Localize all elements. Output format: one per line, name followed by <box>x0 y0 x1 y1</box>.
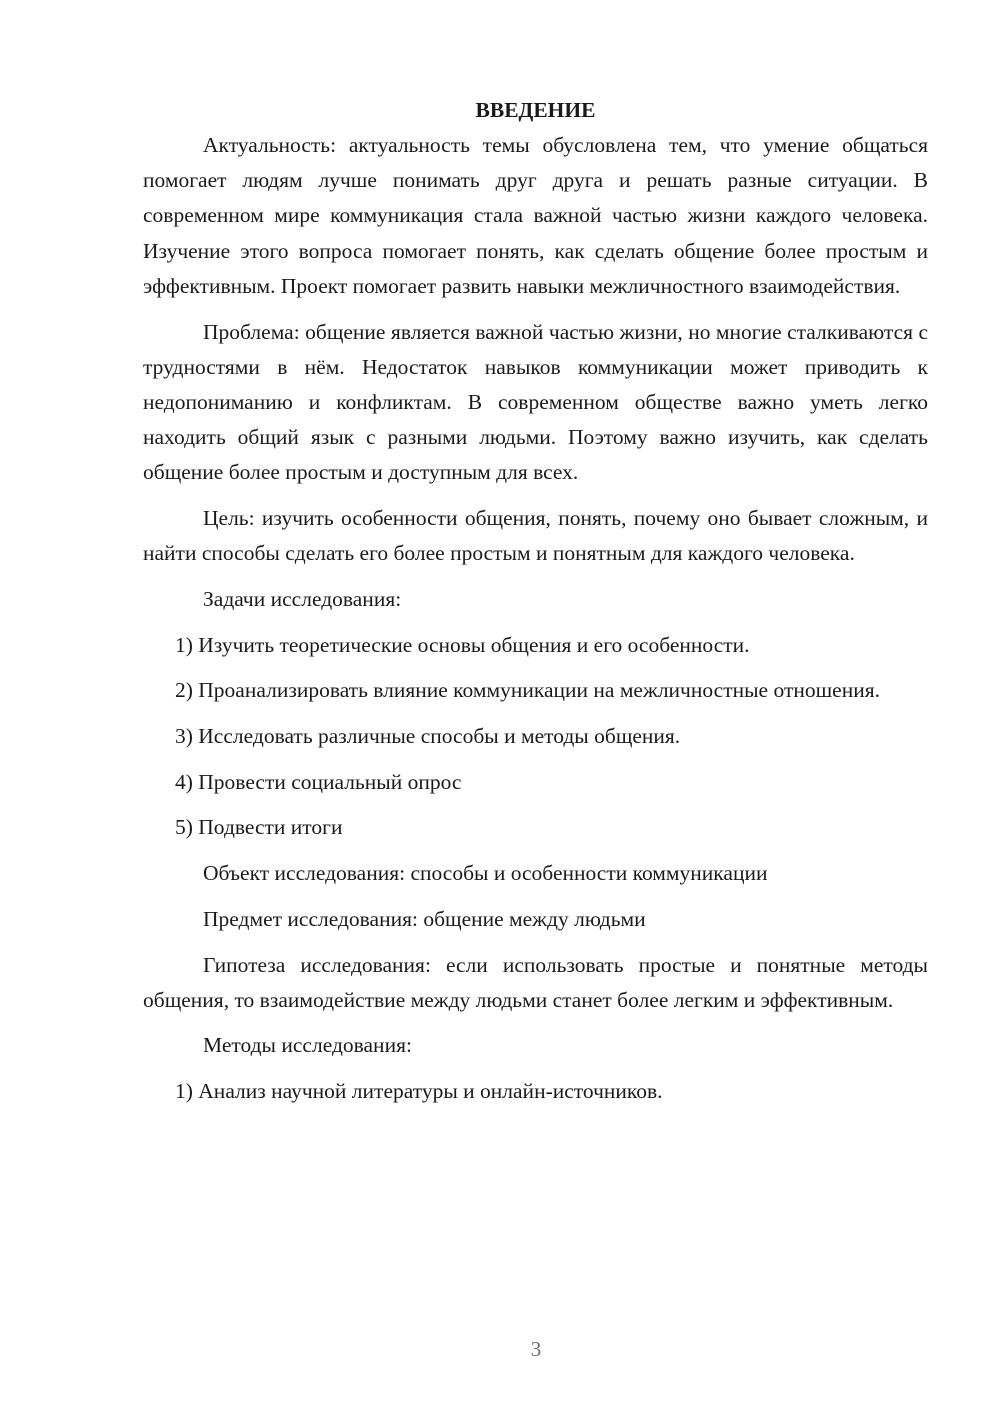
method-item-1: 1) Анализ научной литературы и онлайн-источников. <box>175 1079 663 1104</box>
document-page <box>143 93 928 1120</box>
tasks-heading: Задачи исследования: <box>203 586 402 611</box>
task-item-1: 1) Изучить теоретические основы общения и его особенности. <box>175 632 750 657</box>
object-line: Объект исследования: способы и особенности коммуникации <box>203 861 768 886</box>
page-number: 3 <box>530 1337 542 1361</box>
hypothesis-paragraph: Гипотеза исследования: если использовать простые и понятные методы общения, то взаимодействие между людьми станет более легким и эффективным. <box>143 952 928 1012</box>
task-item-4: 4) Провести социальный опрос <box>175 769 462 794</box>
task-item-2: 2) Проанализировать влияние коммуникации на межличностные отношения. <box>175 678 880 703</box>
problem-paragraph: Проблема: общение является важной частью жизни, но многие сталкиваются с трудностями в нём. Недостаток навыков коммуникации может приводить к недопониманию и конфликтам. В современном обществе важно уметь легко находить общий язык с разными людьми. Поэтому важно изучить, как сделать общение более простым и доступным для всех. <box>143 319 928 485</box>
actuality-paragraph: Актуальность: актуальность темы обусловлена тем, что умение общаться помогает людям лучше понимать друг друга и решать разные ситуации. В современном мире коммуникация стала важной частью жизни каждого человека. Изучение этого вопроса помогает понять, как сделать общение более простым и эффективным. Проект помогает развить навыки межличностного взаимодействия. <box>143 133 928 298</box>
section-title: ВВЕДЕНИЕ <box>475 98 596 122</box>
task-item-3: 3) Исследовать различные способы и методы общения. <box>175 724 681 749</box>
goal-paragraph: Цель: изучить особенности общения, понять, почему оно бывает сложным, и найти способы сделать его более простым и понятным для каждого человека. <box>143 506 928 566</box>
subject-line: Предмет исследования: общение между людьми <box>203 906 646 931</box>
methods-heading: Методы исследования: <box>203 1033 412 1058</box>
task-item-5: 5) Подвести итоги <box>175 815 343 840</box>
